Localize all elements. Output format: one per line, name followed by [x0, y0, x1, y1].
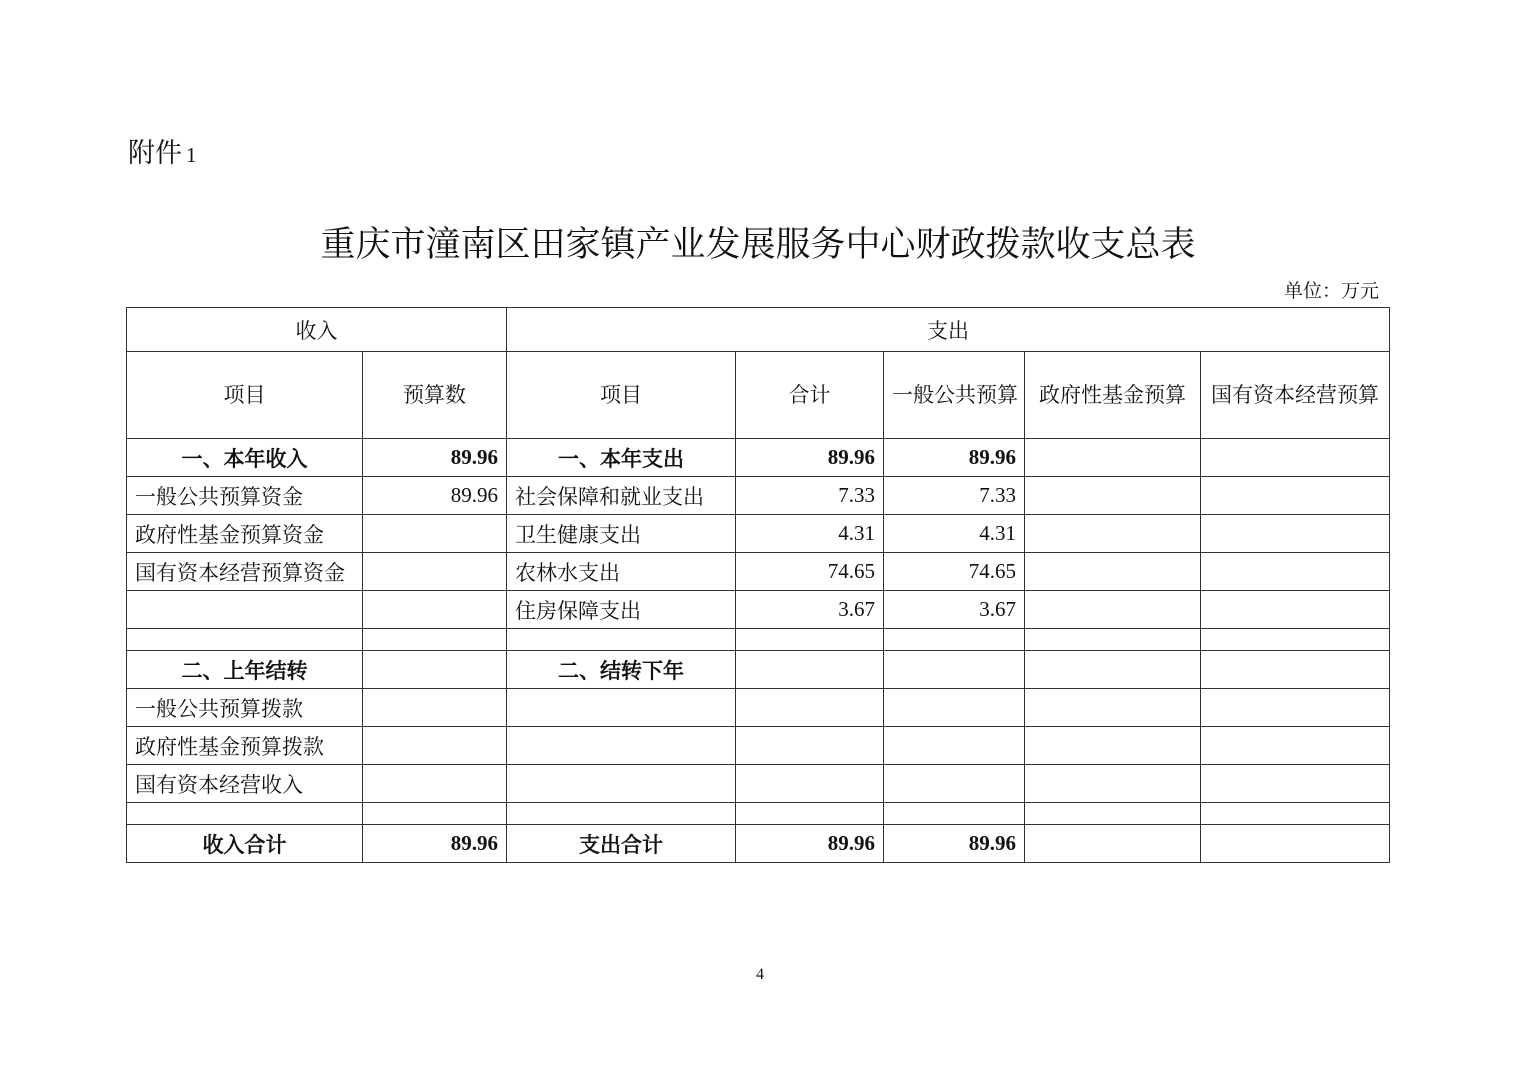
- general-cell: 3.67: [884, 591, 1025, 629]
- fund-cell: [1025, 765, 1201, 803]
- state-cell: [1201, 727, 1390, 765]
- budget-table: [126, 307, 1390, 863]
- attachment-label: [128, 136, 197, 173]
- fund-cell: [1025, 439, 1201, 477]
- state-cell: [1201, 439, 1390, 477]
- expense-item-cell: 二、结转下年: [507, 651, 736, 689]
- state-total-amount: [1201, 825, 1390, 863]
- income-amount-cell: [363, 803, 507, 825]
- general-cell: [884, 689, 1025, 727]
- expense-item-cell: 一、本年支出: [507, 439, 736, 477]
- general-cell: [884, 803, 1025, 825]
- col-expense-item: 项目: [507, 352, 736, 439]
- total-cell: [736, 765, 884, 803]
- unit-label: 单位：万元: [1283, 280, 1379, 302]
- state-cell: [1201, 629, 1390, 651]
- table-row: [127, 439, 1390, 477]
- state-cell: [1201, 591, 1390, 629]
- expense-item-cell: [507, 689, 736, 727]
- total-cell: 3.67: [736, 591, 884, 629]
- col-state-capital-budget: 国有资本经营预算: [1201, 352, 1390, 439]
- state-cell: [1201, 651, 1390, 689]
- expense-total-amount: 89.96: [736, 825, 884, 863]
- total-cell: [736, 651, 884, 689]
- total-cell: 74.65: [736, 553, 884, 591]
- general-cell: [884, 629, 1025, 651]
- table-row: [127, 651, 1390, 689]
- general-cell: 7.33: [884, 477, 1025, 515]
- expense-item-cell: [507, 803, 736, 825]
- income-amount-cell: 89.96: [363, 439, 507, 477]
- expense-item-cell: [507, 765, 736, 803]
- col-income-budget: 预算数: [363, 352, 507, 439]
- total-cell: 89.96: [736, 439, 884, 477]
- state-cell: [1201, 689, 1390, 727]
- expense-item-cell: 农林水支出: [507, 553, 736, 591]
- fund-cell: [1025, 629, 1201, 651]
- income-amount-cell: [363, 629, 507, 651]
- income-amount-cell: [363, 515, 507, 553]
- income-amount-cell: [363, 591, 507, 629]
- table-row: [127, 689, 1390, 727]
- total-cell: [736, 803, 884, 825]
- state-cell: [1201, 477, 1390, 515]
- total-cell: 7.33: [736, 477, 884, 515]
- table-row: [127, 477, 1390, 515]
- income-item-cell: 政府性基金预算资金: [127, 515, 363, 553]
- expense-item-cell: 卫生健康支出: [507, 515, 736, 553]
- state-cell: [1201, 803, 1390, 825]
- income-item-cell: 一般公共预算资金: [127, 477, 363, 515]
- income-amount-cell: [363, 765, 507, 803]
- income-amount-cell: [363, 651, 507, 689]
- header-group-row: [127, 308, 1390, 352]
- general-cell: [884, 651, 1025, 689]
- income-item-cell: 国有资本经营收入: [127, 765, 363, 803]
- income-amount-cell: 89.96: [363, 477, 507, 515]
- table-row: [127, 803, 1390, 825]
- general-cell: [884, 765, 1025, 803]
- total-cell: [736, 629, 884, 651]
- income-total-amount: 89.96: [363, 825, 507, 863]
- general-total-amount: 89.96: [884, 825, 1025, 863]
- fund-total-amount: [1025, 825, 1201, 863]
- fund-cell: [1025, 651, 1201, 689]
- col-fund-budget: 政府性基金预算: [1025, 352, 1201, 439]
- expense-total-label: 支出合计: [507, 825, 736, 863]
- income-item-cell: 二、上年结转: [127, 651, 363, 689]
- attachment-number: 1: [186, 143, 197, 167]
- attachment-text: 附件: [128, 138, 182, 169]
- expense-item-cell: [507, 629, 736, 651]
- col-general-budget: 一般公共预算: [884, 352, 1025, 439]
- income-item-cell: [127, 803, 363, 825]
- state-cell: [1201, 553, 1390, 591]
- table-row: [127, 553, 1390, 591]
- table-row: [127, 515, 1390, 553]
- income-item-cell: [127, 629, 363, 651]
- col-total: 合计: [736, 352, 884, 439]
- column-header-row: [127, 352, 1390, 439]
- table-row: [127, 765, 1390, 803]
- income-item-cell: 国有资本经营预算资金: [127, 553, 363, 591]
- income-amount-cell: [363, 727, 507, 765]
- expense-item-cell: 社会保障和就业支出: [507, 477, 736, 515]
- general-cell: 4.31: [884, 515, 1025, 553]
- income-item-cell: 一般公共预算拨款: [127, 689, 363, 727]
- fund-cell: [1025, 477, 1201, 515]
- table-row: [127, 629, 1390, 651]
- fund-cell: [1025, 803, 1201, 825]
- page-number: 4: [756, 966, 764, 983]
- general-cell: 74.65: [884, 553, 1025, 591]
- table-row: [127, 591, 1390, 629]
- state-cell: [1201, 765, 1390, 803]
- income-total-label: 收入合计: [127, 825, 363, 863]
- state-cell: [1201, 515, 1390, 553]
- col-income-item: 项目: [127, 352, 363, 439]
- income-amount-cell: [363, 689, 507, 727]
- income-header: 收入: [127, 308, 507, 352]
- fund-cell: [1025, 727, 1201, 765]
- income-amount-cell: [363, 553, 507, 591]
- totals-row: [127, 825, 1390, 863]
- fund-cell: [1025, 515, 1201, 553]
- total-cell: 4.31: [736, 515, 884, 553]
- expense-item-cell: 住房保障支出: [507, 591, 736, 629]
- fund-cell: [1025, 689, 1201, 727]
- income-item-cell: [127, 591, 363, 629]
- general-cell: [884, 727, 1025, 765]
- fund-cell: [1025, 591, 1201, 629]
- expense-header: 支出: [507, 308, 1390, 352]
- page-title: 重庆市潼南区田家镇产业发展服务中心财政拨款收支总表: [320, 225, 1196, 265]
- total-cell: [736, 727, 884, 765]
- table-row: [127, 727, 1390, 765]
- general-cell: 89.96: [884, 439, 1025, 477]
- expense-item-cell: [507, 727, 736, 765]
- income-item-cell: 政府性基金预算拨款: [127, 727, 363, 765]
- total-cell: [736, 689, 884, 727]
- fund-cell: [1025, 553, 1201, 591]
- income-item-cell: 一、本年收入: [127, 439, 363, 477]
